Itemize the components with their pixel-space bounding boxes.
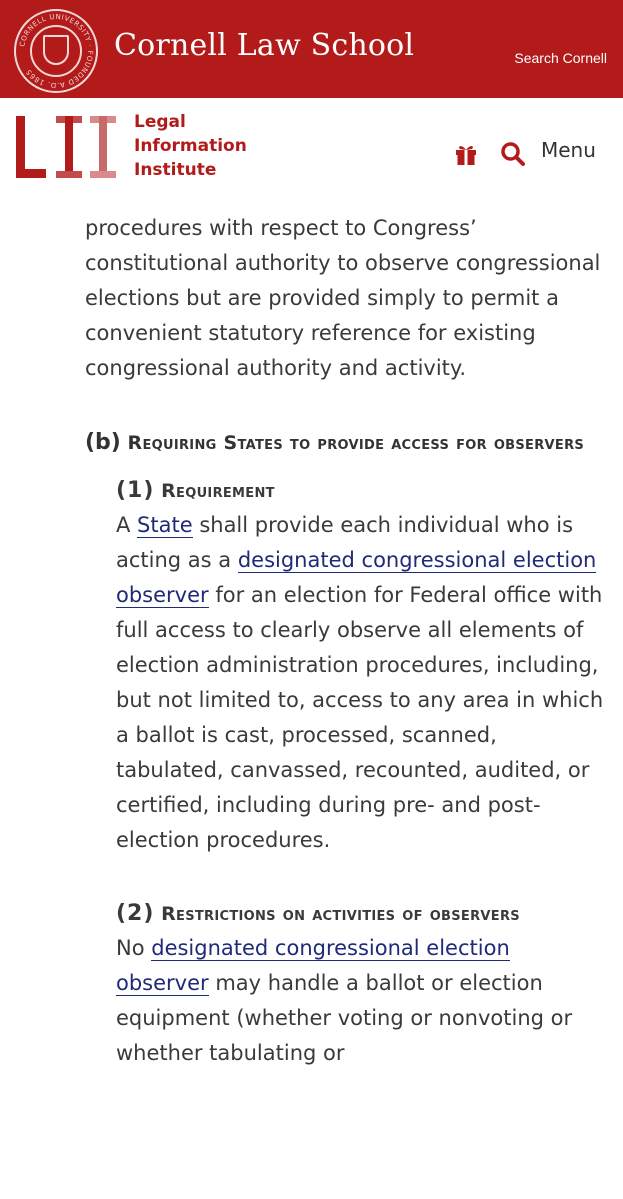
- subsection-2-title: Restrictions on activities of observers: [161, 903, 520, 925]
- subsection-2-text-1: No: [116, 936, 152, 960]
- lii-name-line2: Information: [134, 136, 247, 156]
- cornell-seal-logo[interactable]: [14, 9, 98, 93]
- intro-paragraph: procedures with respect to Congress’ constitutional authority to observe congressional elections but are provided simply to permit a convenient statutory reference for existing congressional authority and activity.: [85, 216, 601, 380]
- search-icon[interactable]: [500, 141, 526, 167]
- cornell-header-bar: [0, 0, 623, 98]
- cornell-law-school-title[interactable]: Cornell Law School: [114, 28, 415, 63]
- subsection-1-enum: (1): [116, 478, 155, 503]
- subsection-1-heading: [116, 473, 605, 508]
- lii-header: [0, 98, 623, 190]
- subsection-2-heading: [116, 896, 605, 931]
- definition-link-designated-observer[interactable]: designated congressional election observer: [116, 548, 597, 607]
- lii-name-line3: Institute: [134, 160, 217, 180]
- lii-logo[interactable]: [16, 116, 120, 178]
- section-b-enum: (b): [85, 430, 121, 455]
- subsection-1: [116, 473, 605, 1071]
- subsection-2-enum: (2): [116, 901, 155, 926]
- subsection-2-text-2: may handle a ballot or election equipment (whether voting or nonvoting or whether tabulating or: [116, 971, 573, 1065]
- statute-content: [85, 211, 605, 1109]
- subsection-1-text-3: for an election for Federal office with full access to clearly observe all elements of election administration procedures, including, but not limited to, access to any area in which a ballot is cast, processed, scanned, tabulated, canvassed, recounted, audited, or certified, including during pre- and post-election procedures.: [116, 583, 604, 852]
- subsection-1-title: Requirement: [161, 480, 275, 502]
- definition-link-state[interactable]: State: [137, 513, 193, 537]
- lii-name[interactable]: [134, 110, 247, 182]
- search-cornell-link[interactable]: Search Cornell: [514, 50, 607, 66]
- subsection-1-body: [116, 508, 605, 858]
- seal-text: CORNELL UNIVERSITY · FOUNDED A.D. 1865: [18, 12, 95, 90]
- gift-icon[interactable]: [454, 142, 478, 166]
- section-b-heading: [85, 424, 605, 461]
- subsection-1-text-2: shall provide each individual who is acting as a: [116, 513, 574, 572]
- section-b-title: Requiring States to provide access for observers: [127, 432, 585, 454]
- seal-shield-icon: [43, 35, 69, 65]
- lii-name-line1: Legal: [134, 112, 186, 132]
- subsection-2-body: [116, 931, 605, 1071]
- subsection-1-text-1: A: [116, 513, 138, 537]
- definition-link-designated-observer-2[interactable]: designated congressional election observer: [116, 936, 510, 995]
- menu-button[interactable]: Menu: [541, 138, 596, 162]
